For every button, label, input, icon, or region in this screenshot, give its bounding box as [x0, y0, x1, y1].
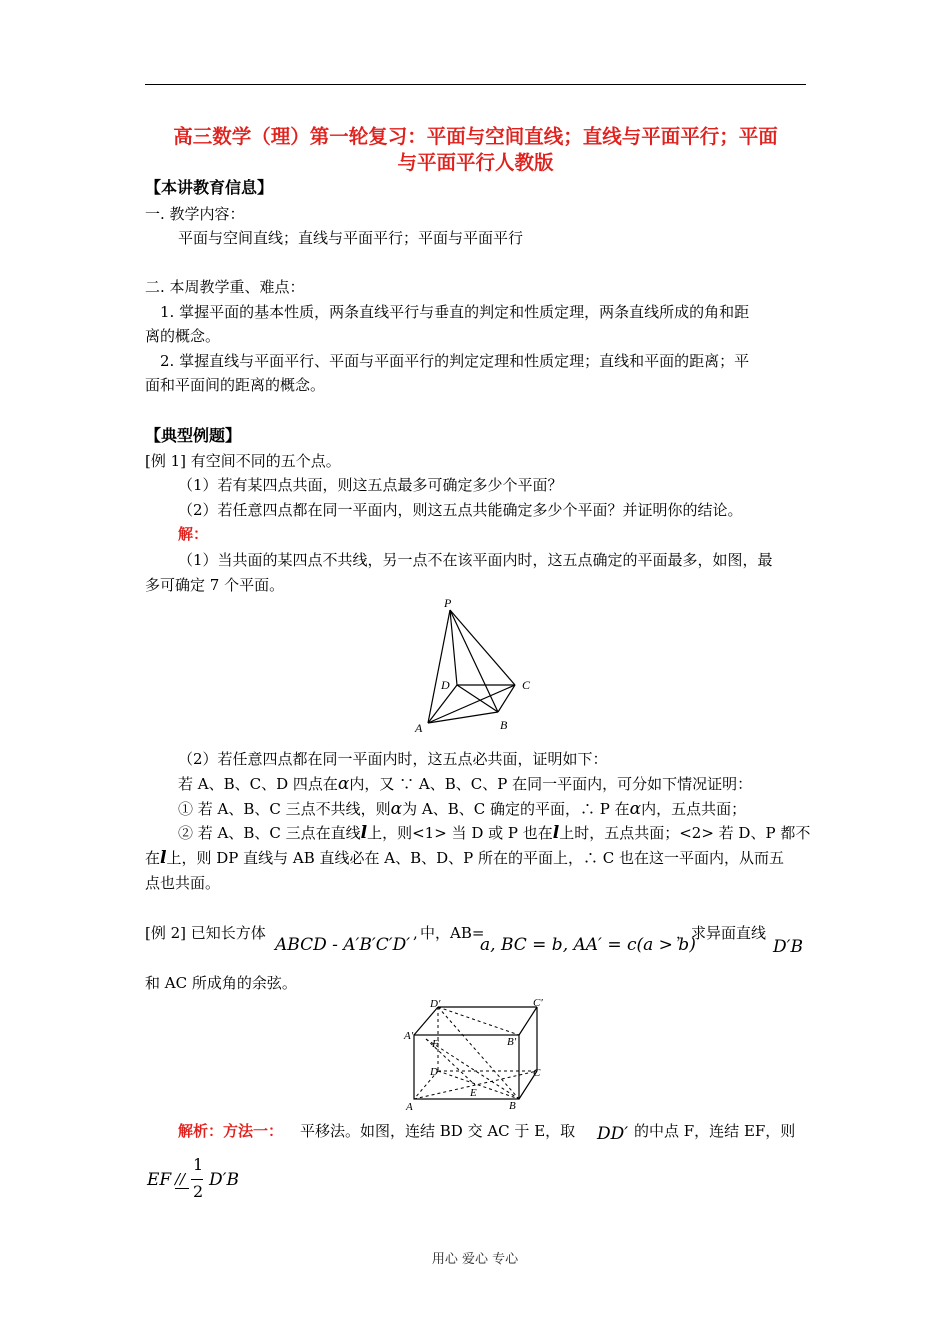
fig2-label-B1: B′: [507, 1036, 517, 1048]
item2-label: 二. 本周教学重、难点：: [145, 278, 305, 296]
fig2-label-D1: D′: [430, 998, 441, 1010]
fig2-label-E: E: [470, 1087, 477, 1099]
ex2-condition: a, BC = b, AA′ = c(a > b): [480, 935, 696, 955]
ex1-answer2-line2: 若 A、B、C、D 四点在α内，又 ∵ A、B、C、P 在同一平面内，可分如下情况证明：: [178, 774, 753, 794]
ex2-segment-dd: DD′: [597, 1124, 629, 1144]
item1-label: 一. 教学内容：: [145, 205, 245, 223]
ex2-solution-text-pre: 平移法。如图，连结 BD 交 AC 于 E，取: [300, 1122, 576, 1140]
ex2-line2: 和 AC 所成角的余弦。: [145, 974, 297, 992]
fig2-label-A: A: [406, 1101, 413, 1113]
point2-line2: 面和平面间的距离的概念。: [145, 376, 326, 394]
formula-ef: EF: [147, 1170, 172, 1190]
ex2-ask: ，求异面直线: [676, 924, 767, 942]
pyramid-figure: [410, 595, 540, 740]
ex1-answer1-line1: （1）当共面的某四点不共线，另一点不在该平面内时，这五点确定的平面最多，如图，最: [178, 551, 773, 569]
ex2-stem-pre: [例 2] 已知长方体: [145, 924, 266, 942]
ex2-mid: 中，AB=: [420, 924, 485, 942]
formula-parallel: //: [175, 1170, 186, 1188]
point1-line2: 离的概念。: [145, 327, 221, 345]
point1-line1: 1. 掌握平面的基本性质，两条直线平行与垂直的判定和性质定理，两条直线所成的角和距: [160, 303, 750, 321]
ex1-stem: [例 1] 有空间不同的五个点。: [145, 452, 341, 470]
formula-frac-den: 2: [193, 1182, 204, 1201]
page-footer: 用心 爱心 专心: [431, 1252, 519, 1267]
ex2-comma: ,: [413, 924, 418, 942]
ex1-answer2-line4: ② 若 A、B、C 三点在直线l上，则<1> 当 D 或 P 也在l上时，五点共面；<2> 若 D、P 都不: [178, 823, 811, 843]
fig1-label-C: C: [522, 678, 531, 692]
formula-frac-bar: [191, 1179, 203, 1180]
fig1-label-B: B: [500, 718, 508, 732]
cuboid-figure: [402, 995, 552, 1115]
fig2-label-C1: C′: [533, 997, 543, 1009]
ex1-question1: （1）若有某四点共面，则这五点最多可确定多少个平面？: [178, 476, 563, 494]
formula-equal-bar: [175, 1188, 189, 1189]
fig2-label-F: F: [432, 1038, 439, 1050]
fig1-label-A: A: [415, 721, 423, 735]
ex1-question2: （2）若任意四点都在同一平面内，则这五点共能确定多少个平面？并证明你的结论。: [178, 501, 743, 519]
section-heading-examples: 【典型例题】: [145, 426, 242, 445]
item1-text: 平面与空间直线；直线与平面平行；平面与平面平行: [178, 229, 524, 247]
ex2-solid: ABCD - A′B′C′D′: [275, 935, 411, 955]
section-heading-info: 【本讲教育信息】: [145, 178, 274, 197]
ex1-answer2-line1: （2）若任意四点都在同一平面内时，这五点必共面，证明如下：: [178, 750, 608, 768]
fig2-label-C: C: [533, 1067, 541, 1079]
header-rule: [145, 84, 806, 85]
ex2-line-db: D′B: [773, 937, 803, 957]
fig2-label-B: B: [509, 1100, 516, 1112]
ex1-answer2-line6: 点也共面。: [145, 874, 221, 892]
ex1-answer2-line3: ① 若 A、B、C 三点不共线，则α为 A、B、C 确定的平面，∴ P 在α内，五点共面；: [178, 799, 747, 819]
ex2-solution-label: 解析：方法一：: [178, 1122, 284, 1140]
ex2-solution-text-post: 的中点 F，连结 EF，则: [634, 1122, 796, 1140]
fig2-label-A1: A′: [404, 1030, 414, 1042]
fig1-label-D: D: [441, 678, 450, 692]
point2-line1: 2. 掌握直线与平面平行、平面与平面平行的判定定理和性质定理；直线和平面的距离；平: [160, 352, 750, 370]
ex1-answer2-line5: 在l上，则 DP 直线与 AB 直线必在 A、B、D、P 所在的平面上，∴ C 也在这一平面内，从而五: [145, 848, 785, 868]
formula-db: D′B: [209, 1170, 239, 1190]
fig2-label-D: D: [430, 1066, 438, 1078]
formula-frac-num: 1: [193, 1155, 204, 1174]
fig1-label-P: P: [444, 596, 452, 610]
ex1-answer1-line2: 多可确定 7 个平面。: [145, 576, 285, 594]
ex1-solution-label: 解：: [178, 525, 209, 543]
doc-title-line2: 与平面平行人教版: [397, 151, 554, 174]
doc-title-line1: 高三数学（理）第一轮复习：平面与空间直线；直线与平面平行；平面: [173, 125, 778, 148]
